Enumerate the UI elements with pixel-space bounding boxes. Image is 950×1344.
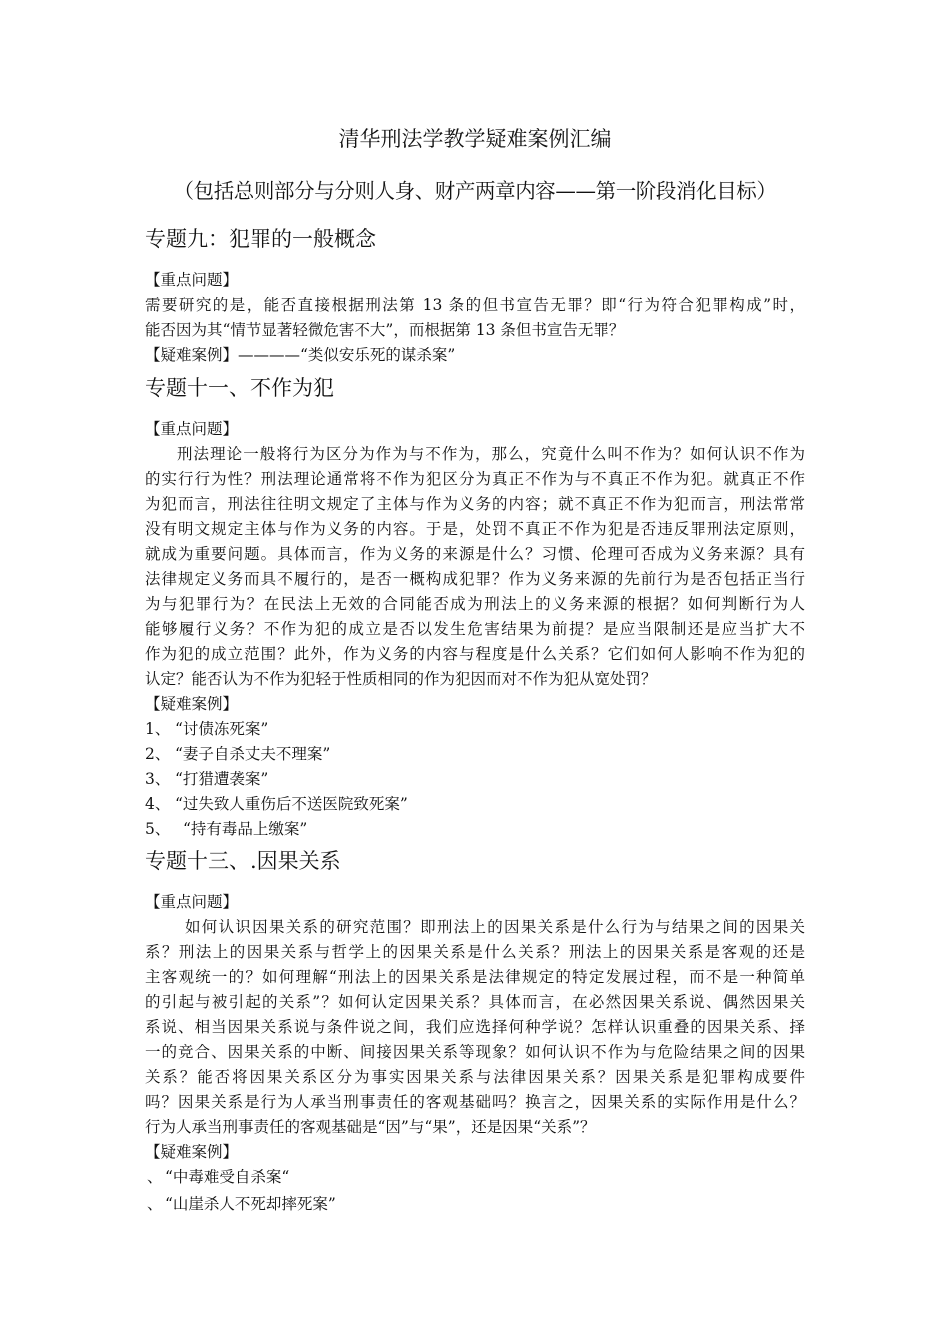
topic11-line-10: 认定？能否认为不作为犯轻于性质相同的作为犯因而对不作为犯从宽处罚？ (145, 670, 657, 688)
topic11-line-2: 的实行行为性？刑法理论通常将不作为犯区分为真正不作为与不真正不作为犯。就真正不作 (145, 470, 805, 488)
topic11-case-label: 【疑难案例】 (145, 695, 239, 713)
topic11-case-3-title: “打猎遭袭案” (175, 770, 269, 788)
topic11-case-4-number: 4、 (145, 795, 171, 813)
topic11-case-1-title: “讨债冻死案” (175, 720, 269, 738)
topic11-line-7: 为与犯罪行为？在民法上无效的合同能否成为刑法上的义务来源的根据？如何判断行为人 (145, 595, 805, 613)
topic9-case-line: 【疑难案例】————“类似安乐死的谋杀案” (145, 346, 456, 364)
topic9-key-label: 【重点问题】 (145, 271, 239, 289)
topic13-case-2-title: “山崖杀人不死却摔死案” (165, 1195, 336, 1213)
topic13-case-label: 【疑难案例】 (145, 1143, 239, 1161)
topic13-line-6: 一的竞合、因果关系的中断、间接因果关系等现象？如何认识不作为与危险结果之间的因果 (145, 1043, 805, 1061)
topic13-line-3: 主客观统一的？如何理解“刑法上的因果关系是法律规定的特定发展过程，而不是一种简单 (145, 968, 805, 986)
topic9-heading: 专题九：犯罪的一般概念 (145, 227, 376, 251)
topic11-case-1-number: 1、 (145, 720, 171, 738)
topic11-case-2-number: 2、 (145, 745, 171, 763)
topic13-line-4: 的引起与被引起的关系”？如何认定因果关系？具体而言，在必然因果关系说、偶然因果关 (145, 993, 805, 1011)
topic11-line-6: 法律规定义务而具不履行的，是否一概构成犯罪？作为义务来源的先前行为是否包括正当行 (145, 570, 805, 588)
topic11-line-8: 能够履行义务？不作为犯的成立是否以发生危害结果为前提？是应当限制还是应当扩大不 (145, 620, 805, 638)
topic13-line-2: 系？刑法上的因果关系与哲学上的因果关系是什么关系？刑法上的因果关系是客观的还是 (145, 943, 805, 961)
document-subtitle: （包括总则部分与分则人身、财产两章内容——第一阶段消化目标） (173, 179, 777, 203)
topic11-case-3-number: 3、 (145, 770, 171, 788)
topic13-line-1: 如何认识因果关系的研究范围？即刑法上的因果关系是什么行为与结果之间的因果关 (185, 918, 805, 936)
topic13-case-2-number: 、 (147, 1195, 163, 1213)
topic13-case-1-title: “中毒难受自杀案“ (165, 1168, 290, 1186)
topic11-case-4-title: “过失致人重伤后不送医院致死案” (175, 795, 408, 813)
topic13-line-7: 关系？能否将因果关系区分为事实因果关系与法律因果关系？因果关系是犯罪构成要件 (145, 1068, 805, 1086)
topic9-line-2: 能否因为其“情节显著轻微危害不大”，而根据第 13 条但书宣告无罪？ (145, 321, 625, 339)
topic11-line-3: 为犯而言，刑法往往明文规定了主体与作为义务的内容；就不真正不作为犯而言，刑法常常 (145, 495, 805, 513)
document-title: 清华刑法学教学疑难案例汇编 (338, 127, 612, 151)
topic11-case-2-title: “妻子自杀丈夫不理案” (175, 745, 331, 763)
topic11-line-1: 刑法理论一般将行为区分为作为与不作为，那么，究竟什么叫不作为？如何认识不作为 (177, 445, 805, 463)
topic11-line-9: 作为犯的成立范围？此外，作为义务的内容与程度是什么关系？它们如何人影响不作为犯的 (145, 645, 805, 663)
topic11-case-5-title: “持有毒品上缴案” (183, 820, 308, 838)
topic11-line-4: 没有明文规定主体与作为义务的内容。于是，处罚不真正不作为犯是否违反罪刑法定原则， (145, 520, 805, 538)
topic13-key-label: 【重点问题】 (145, 893, 239, 911)
topic13-line-9: 行为人承当刑事责任的客观基础是“因”与“果”，还是因果“关系”？ (145, 1118, 596, 1136)
topic11-heading: 专题十一、不作为犯 (145, 376, 334, 400)
topic13-line-8: 吗？因果关系是行为人承当刑事责任的客观基础吗？换言之，因果关系的实际作用是什么？ (145, 1093, 805, 1111)
topic11-key-label: 【重点问题】 (145, 420, 239, 438)
topic13-heading: 专题十三、.因果关系 (145, 849, 341, 873)
topic9-line-1: 需要研究的是，能否直接根据刑法第 13 条的但书宣告无罪？即“行为符合犯罪构成”时， (145, 296, 805, 314)
topic11-line-5: 就成为重要问题。具体而言，作为义务的来源是什么？习惯、伦理可否成为义务来源？具有 (145, 545, 805, 563)
topic13-case-1-number: 、 (147, 1168, 163, 1186)
topic13-line-5: 系说、相当因果关系说与条件说之间，我们应选择何种学说？怎样认识重叠的因果关系、择 (145, 1018, 805, 1036)
topic11-case-5-number: 5、 (145, 820, 171, 838)
